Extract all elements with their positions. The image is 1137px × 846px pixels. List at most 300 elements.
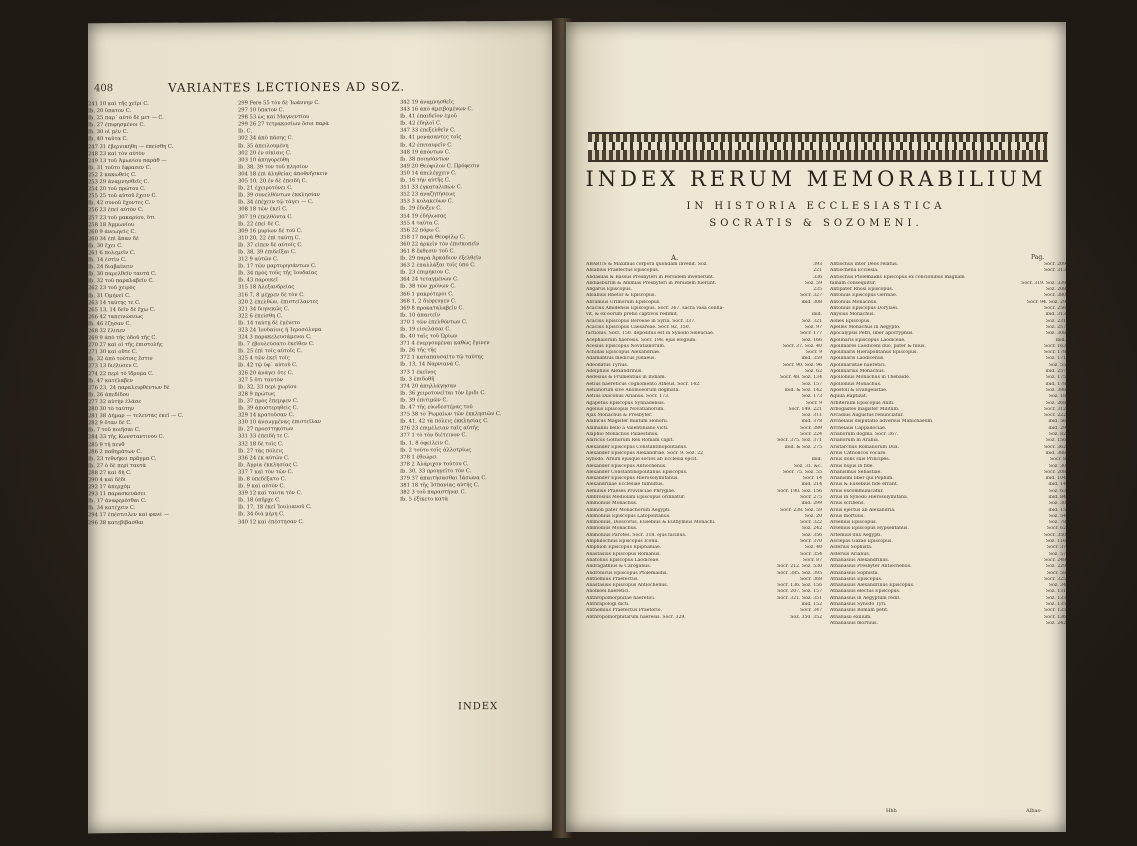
index-entry-page: Soz. 55 xyxy=(1048,362,1066,368)
variant-line: 265 13, 14 δεῖν δὲ ἔχω C. xyxy=(88,306,156,313)
variant-line: 358 17 παρὰ Θεοφίλῳ C. xyxy=(400,234,466,241)
index-entry-text: Arius Catholicos vocare. xyxy=(830,450,887,456)
index-entry-page: Socr. 90. Soz. 96 xyxy=(783,362,822,368)
index-entry-page: Socr. 370 xyxy=(800,539,822,545)
variant-line: 285 9 τῆ πενθ xyxy=(88,441,125,448)
index-entry-page: Soz. 18 xyxy=(1048,394,1066,400)
index-entry-text: Adelphius Alexandrinus. xyxy=(586,369,643,375)
variant-line: 366 1 μακρότεροι C. xyxy=(400,290,454,298)
variant-line: 296 38 κατεβίβασθαι xyxy=(88,519,144,526)
index-entry-text: Acacius Episcopus Beroeae in Syria. Socr. 337. xyxy=(586,318,696,324)
index-entry-text: Arius excommunicatur. xyxy=(830,488,884,494)
index-column-2 xyxy=(830,262,1066,627)
index-entry-text: Antiochus Ptolemaidis Episcopus ex concionibus magnam xyxy=(830,274,965,280)
variant-line: 336 24 ἐκ αὐτῶν C. xyxy=(238,454,290,462)
index-entry-page: Soz. 171 xyxy=(1045,356,1066,362)
index-entry-page: Socr. 368 xyxy=(800,576,822,582)
variant-line: Ib. 32 τοῦ παραλαβεῖν C. xyxy=(88,278,154,285)
index-entry-page: Soz. 20 xyxy=(804,513,822,519)
variant-line: 370 1 τῶν ἐπελθόντων C. xyxy=(400,319,468,326)
index-entry-page: Socr. 177 xyxy=(800,331,822,337)
index-entry-text: Arbogastes magister Militum. xyxy=(830,406,900,412)
variants-column-1 xyxy=(88,100,228,526)
index-entry-page: Soz. 311 xyxy=(801,413,822,419)
index-entry-text: Alaricus Gothorum Rex Romam capit. xyxy=(586,438,674,444)
index-entry-text: Ammonius Episcopus Latopolitanus. xyxy=(586,513,671,519)
variant-line: Ib. 39 ἀποστερηθεὶς C. xyxy=(238,405,299,412)
variant-line: 276 23, 24 παραλειφθέντων δὲ xyxy=(88,384,170,391)
variant-line: 355 4 ταῦτα C. xyxy=(400,219,440,227)
section-letter: A. xyxy=(671,254,679,262)
index-entry-page: Socr. 208 xyxy=(1044,469,1066,475)
variant-line: 277 32 αὐτὴν ἐλάσε xyxy=(88,398,142,406)
index-entry-page: Socr. 312 xyxy=(1044,406,1066,412)
index-entry-page: Soz. 82 xyxy=(1048,432,1066,438)
variant-line: Ib. 9 καὶ αὐτὸν C. xyxy=(238,483,285,490)
variant-line: Ib. 17 τῶν μαρτυρησάντων C. xyxy=(238,263,317,270)
index-entry-page: Soz. 257 xyxy=(1045,324,1066,330)
index-entry-text: Arsenius Episcopus Hypselitanus. xyxy=(830,526,909,532)
variant-line: 299 26 27 τετρακοσίων ὅσοι παρὰ xyxy=(238,121,329,128)
variant-line: Ib. 7 τοῦ ποιῆσαι C. xyxy=(88,427,141,434)
variant-line: 321 34 διηνεκῶς C. xyxy=(238,305,290,313)
index-entry-page: ibid. 378 xyxy=(801,419,822,425)
variant-line: 330 10 ἀνεωγμένας ἐπιστεῖλαν xyxy=(238,419,322,426)
variant-line: Ib. 30 ἔχει C. xyxy=(88,242,123,250)
index-entry-text: Synodo. Arium ejusque socios ab Ecclesia ejicit. xyxy=(586,457,698,463)
index-entry-page: Soz. 173 xyxy=(801,394,822,400)
variant-line: 266 42 ταπεινώσεως xyxy=(88,313,144,321)
index-entry-text: Athanasius Sophista. xyxy=(830,570,879,576)
variant-line: 309 16 μυρίων δὲ τοῦ C. xyxy=(238,227,303,235)
index-entry-text: Ajax Monachus & Presbyter. xyxy=(586,413,653,419)
index-entry-page: Soz. 54 xyxy=(1048,513,1066,519)
variant-line: 329 14 κρατοῦσαν C. xyxy=(238,412,295,419)
variant-line: 326 20 ἀνάγει ὅτε C. xyxy=(238,369,294,377)
index-entry-text: Arcadius Augustus renunciatur. xyxy=(830,413,904,419)
index-entry-text: Athanasii exilium. xyxy=(830,614,872,620)
index-entry-page: ibid. 388 xyxy=(1045,450,1066,456)
index-entry-text: Anthropomorphitae haeretici. xyxy=(586,595,656,601)
variant-line: 322 6 ἐπείσθη C. xyxy=(238,313,283,320)
variant-line: 312 9 αὐτῶν C. xyxy=(238,256,279,263)
variant-line: Ib. 34 διὰ μέρη C. xyxy=(238,511,285,518)
right-page xyxy=(566,22,1066,832)
variant-line: 375 38 τὸ Ῥωμαίων τῶν ἐκκλησιῶν C. xyxy=(400,411,502,418)
variant-line: 252 2 κακωθεὶς C. xyxy=(88,171,137,179)
variant-line: 260 34 ἐπὶ ἅπαν δὲ xyxy=(88,235,139,243)
index-entry-text: Aetius Diaconus Arianus. Socr. 173. xyxy=(586,394,670,400)
index-entry-text: factionis. Socr. 150. depositus est in Synodo Seleuciae. xyxy=(586,331,715,337)
index-entry-page: Soz. 62 xyxy=(804,369,822,375)
index-entry-page: Socr. 375. Soz. 371 xyxy=(777,438,822,444)
index-entry-text: Arianismi liber qui Pophim. xyxy=(830,476,894,482)
index-entry-page: ibid. 29 xyxy=(1048,425,1066,431)
index-entry-page: Socr. 62 xyxy=(1047,526,1066,532)
variant-line: Ib. 2 τούτο τοῖς ἀλλοτρίως xyxy=(400,446,472,454)
variant-line: 284 33 τῆς Κωνσταντινου C. xyxy=(88,434,165,441)
variant-line: 381 18 τῆς Ἰσπανίας αὐτῆς C. xyxy=(400,482,480,489)
index-entry-text: Anomoei haeretici. xyxy=(586,589,630,595)
index-entry-text: Ammonius Monachus. xyxy=(586,501,638,507)
index-entry-text: Acesius Episcopus Novatianorum. xyxy=(586,343,666,349)
variant-line: Ib. 25 παρ᾽ αὐτὸ δὲ μετ — C. xyxy=(88,115,164,122)
variant-line: 374 20 ἀπηλλάγησαν xyxy=(400,383,457,390)
variant-line: Ib. 39 συνελθόντων ἐκκλησίαν xyxy=(238,192,320,199)
index-entry-text: Anastasius Episcopus Romanus. xyxy=(586,551,661,557)
variant-line: 303 10 ἀπηγορεύθη xyxy=(238,156,290,164)
index-entry-text: Anthemius Praefectus. xyxy=(586,576,639,582)
variant-line: 286 2 παθημάτων C. xyxy=(88,448,142,455)
index-entry-page: Socr. 14 xyxy=(803,476,822,482)
index-entry-page: ibid. 14 xyxy=(1048,482,1066,488)
variant-line: 378 2 Ἀλάριχον τούτου C. xyxy=(400,461,469,468)
index-entry-text: Amphion Episcopus Epiphaniae. xyxy=(586,545,662,551)
index-entry-page: ibid. xyxy=(811,457,822,463)
index-entry-text: Athanasius Synodo Tyri. xyxy=(830,602,887,608)
variant-line: 281 38 Δήμαρ — τελευτὰς ἐκεῖ — C. xyxy=(88,412,184,420)
index-entry-text: Andronicus Episcopus Ptolemaidis. xyxy=(586,570,668,576)
variant-line: Ib. 23 ἐπιμήκιον C. xyxy=(400,269,451,276)
index-entry-text: Aones Episcopus. xyxy=(830,318,871,324)
index-entry-page: ibid. 152 xyxy=(801,602,822,608)
variant-line: Ib. 8 ὑπεδέξατο C. xyxy=(238,476,287,483)
index-entry-page: Socr. 178 xyxy=(1044,350,1066,356)
index-entry xyxy=(830,621,1066,627)
index-entry-page: ibid. xyxy=(811,312,822,318)
index-entry-page: Socr. 322 xyxy=(800,520,822,526)
index-entry-page: Soz. 268 xyxy=(1045,400,1066,406)
catchword: INDEX xyxy=(458,701,499,713)
index-entry-page: Socr. 190. Soz. 156 xyxy=(777,488,822,494)
index-entry-page: Socr. 222 xyxy=(1044,413,1066,419)
variant-line: Ib. 47 τῆς εὐωδεστέρας τοῦ xyxy=(400,404,473,411)
index-entry-page: Socr. 385. Soz. 395 xyxy=(777,570,822,576)
index-entry-page: Socr. 238. Soz. 59 xyxy=(780,507,822,513)
index-entry-text: Aetius haereticus cognomento Atheus. Socr. 142. xyxy=(586,381,701,387)
variant-line: 337 7 καὶ τὸν τῶν C. xyxy=(238,469,294,476)
index-entry-text: Apostoli & Evangelistae. xyxy=(830,387,888,393)
index-entry-page: Soz. 59 xyxy=(804,280,822,286)
variant-line: Ib. 27 τὰς πόλεις xyxy=(238,447,284,455)
index-entry-page: Socr. 389 xyxy=(800,425,822,431)
index-entry-page: Socr. 347 xyxy=(800,608,822,614)
variant-line: 258 18 Ἀμμωνίου xyxy=(88,221,134,228)
variant-line: 241 10 καὶ τῆς χεῖρι C. xyxy=(88,100,149,108)
variant-line: 255 25 τοῦ αὐτοῦ ἔχειν C. xyxy=(88,193,157,200)
index-entry-text: Apollinaris Hierapolitanus Episcopus. xyxy=(830,350,918,356)
index-entry-text: Anthrapologi dicti. xyxy=(586,602,630,608)
index-entry-text: Agapetus Episcopus Synnadensis. xyxy=(586,400,666,406)
index-entry-page: ibid. & Soz. 142 xyxy=(784,387,822,393)
index-entry-text: Alexander Episcopus Antiochenus. xyxy=(586,463,667,469)
variant-line: Ib. 34 πρὸς τοῦς τῆς Ἰουδαίας xyxy=(238,270,318,277)
index-entry-page: ibid. 299 xyxy=(801,501,822,507)
variant-line: Ib. C. xyxy=(238,128,253,135)
index-entry-text: Anthropomorphitarum haeresis. Socr. 329. xyxy=(586,614,686,620)
index-entry-page: Soz. 242 xyxy=(1045,620,1066,626)
index-entry-page: Soz. 30 xyxy=(1048,463,1066,469)
index-entry-page: Socr. 94. Soz. 29 xyxy=(1027,299,1066,305)
variant-line: 323 24 Ἰουδαίοις ἡ Ἱεροσόλυμα xyxy=(238,327,322,334)
variant-line: Ib. 30, 33 προηγεῖτο τὸν C. xyxy=(400,468,472,475)
variant-line: 373 1 ἐκεῖνος xyxy=(400,368,437,376)
variant-line: Ib. 26 τῆς τῆς xyxy=(400,347,437,354)
index-entry-text: Ammonius Monachus. xyxy=(586,526,638,532)
variant-line: Ib. 1, 8 ὀφείλειν C. xyxy=(400,439,450,447)
index-entry-page: Socr. 149. 221 xyxy=(788,406,822,412)
index-entry-text: Athanasius Romam petit. xyxy=(830,608,889,614)
index-entry-text: Arius in Synodo Hierosolymitana. xyxy=(830,494,909,500)
variant-line: Ib. 24 διαβαίνειν xyxy=(88,264,134,271)
index-entry-text: Apelles Monachus in Aegypto. xyxy=(830,324,901,330)
index-entry-page: Socr. 327 xyxy=(800,293,822,299)
index-entry-page: Socr. 9 xyxy=(805,350,822,356)
index-entry-text: Athanasius in Aegyptum redit. xyxy=(830,595,901,601)
running-header: VARIANTES LECTIONES AD SOZ. xyxy=(168,79,406,95)
index-entry-text: Ammon pater Monachorum Aegypti. xyxy=(586,507,671,513)
variants-column-3 xyxy=(400,99,550,504)
variant-line: 290 4 καὶ δέδι xyxy=(88,477,126,484)
index-entry-page: Socr. 136 xyxy=(1044,614,1066,620)
variant-line: 262 23 τοῦ χειρὸς xyxy=(88,285,136,292)
index-entry-text: Asterius Arianus. xyxy=(830,551,871,557)
variant-line: 364 24 τεταγμένων C. xyxy=(400,276,459,283)
index-entry-page: ibid. & Soz. 275 xyxy=(784,444,822,450)
index-title: INDEX RERUM MEMORABILIUM xyxy=(585,167,1047,191)
index-entry-text: Abgarus Episcopus. xyxy=(586,287,633,293)
variant-line: Ib. 38, 39 ἐπιδεῖξαι C. xyxy=(238,249,297,256)
pag-label: Pag. xyxy=(1031,254,1045,261)
index-entry-text: Asclepas Gazae Episcopus. xyxy=(830,539,893,545)
ornamental-headband xyxy=(588,132,1048,162)
index-entry-page: ibid. xyxy=(1055,337,1066,343)
index-column-1 xyxy=(586,262,822,621)
index-entry-page: Socr. 163 xyxy=(1044,343,1066,349)
variant-line: Ib. 42 ἐπιταυρεῖν C. xyxy=(400,141,453,149)
variant-line: Ib. 16 τὴν αὐτῆς C. xyxy=(400,177,451,184)
variant-line: Ib. 43 παροικεῖ xyxy=(238,277,279,284)
variant-line: 356 22 πόρω C. xyxy=(400,227,441,234)
variant-line: Ib. 40 ταῦτα C. xyxy=(88,136,128,143)
variant-line: Ib. 20 ὕπατον C. xyxy=(88,108,132,115)
variant-line: 363 2 ἐπαλλάξαι τοῖς ὑπό C. xyxy=(400,262,476,269)
index-entry-page: Socr. 380 xyxy=(1044,293,1066,299)
index-entry-page: Socr. 325 xyxy=(1044,576,1066,582)
index-entry-page: Socr. 136. Soz. 156 xyxy=(777,583,822,589)
index-entry-page: Soz. 157 xyxy=(801,381,822,387)
variant-line: 342 19 ἀναμνησθεῖς xyxy=(400,99,454,106)
index-entry-page: 221 xyxy=(813,268,822,274)
index-entry-page: Socr. 8 xyxy=(1049,457,1066,463)
variant-line: 263 14 ταύτης τε C. xyxy=(88,299,141,306)
index-entry-text: Asterius Sophista. xyxy=(830,545,873,551)
variant-line: Ib. 27 ἐπιφησμένοι C. xyxy=(88,122,145,129)
variant-line: 271 30 καὶ οὔτε C. xyxy=(88,349,138,356)
variant-line: 376 23 ἐπιμέλειαν ταῖς αὐτῆς xyxy=(400,425,479,432)
variant-line: 257 23 τοῦ μακαρίου, ὅτι xyxy=(88,214,155,221)
variant-line: Ib. 37 πρὸς ἔπεμψεν C. xyxy=(238,398,299,405)
index-entry-text: Athanasius Alexandrinus. xyxy=(830,557,890,563)
index-entry-text: Acacius Amidensis Episcopus. Socr. 367. sacra vasa confla- xyxy=(586,306,724,312)
index-entry-page: Soz. 135 xyxy=(1045,602,1066,608)
index-entry-page: Soz. 229 xyxy=(1045,564,1066,570)
variant-line: Ib. 5 ἐξίκετο κατὰ xyxy=(400,496,448,503)
variant-line: Ib. 39 ἐπιτιμῶν C. xyxy=(400,397,448,404)
variant-line: 339 12 καὶ ταυτα τὸν C. xyxy=(238,490,303,497)
variant-line: Ib. 10 ἀπαιτεῖν xyxy=(400,312,441,319)
index-entry-text: Athanasius mortuus. xyxy=(830,620,878,626)
variant-line: Ib. 32, 33 περὶ χωρίου xyxy=(238,383,297,391)
variant-line: 325 4 τῶν ἐκεῖ τοῖς xyxy=(238,355,290,362)
variant-line: Ib. 30 οἱ μὲν C. xyxy=(88,129,129,136)
index-entry-text: Adamantius medicus Judaeus. xyxy=(586,356,656,362)
variant-line: Ib. 42 συνοῦ ἔχοντες C. xyxy=(88,200,151,207)
index-entry-text: Apollonius Monachus in Thebaide. xyxy=(830,375,911,381)
index-entry-page: Socr. 248 xyxy=(1044,557,1066,563)
variant-line: Ib. 47 κατέλαβεν xyxy=(88,377,133,384)
index-entry-text: Archelaus Cappadociae. xyxy=(830,425,887,431)
index-entry-text: Apolinaris Episcopus Laodiceae. xyxy=(830,337,906,343)
variant-line: 260 9 ἀνεωγεὶς C. xyxy=(88,228,136,235)
variants-column-2 xyxy=(238,100,388,526)
index-entry-page: Soz. 166 xyxy=(801,337,822,343)
index-entry-page: Socr. 9 xyxy=(805,400,822,406)
variant-line: Ib. 31 τοῦτο ἔφρασεν C. xyxy=(88,164,152,172)
index-entry-text: famam consequitur. xyxy=(830,280,877,286)
variant-line: 302 34 ἀπὸ πάσης C. xyxy=(238,135,294,142)
variant-line: Ib. 13, 14 Ναρνιανὰ C. xyxy=(400,361,461,369)
index-entry-text: Ambrosius Mediolani Episcopus ordinatur. xyxy=(586,494,686,500)
index-entry-page: Soz. 242 xyxy=(801,526,822,532)
index-entry-text: Anthemius Praefectus Praetorio. xyxy=(586,608,662,614)
index-entry-text: Apollinares Laodiceni duo, pater & filius. xyxy=(830,343,926,349)
index-entry-text: Athanasius Presbyter Antiochenus. xyxy=(830,564,912,570)
index-entry-text: Alexander Episcopus Alexandriae. Socr. 9. Soz. 22 xyxy=(586,450,704,456)
variant-line: Ib. 34 ἐπέχειν τῷ τάγει — C. xyxy=(238,199,314,206)
page-number: 408 xyxy=(94,83,114,95)
index-entry-text: Anysius Monachus. xyxy=(830,312,875,318)
index-entry-page: Soz. 34 xyxy=(1048,583,1066,589)
index-entry-page: Soz. 133 xyxy=(1045,595,1066,601)
index-entry-text: Arius hujus in fide. xyxy=(830,463,874,469)
variant-line: 302 20 ἐν οἰκίαις C. xyxy=(238,149,292,157)
index-entry-page: Soz. 97 xyxy=(804,324,822,330)
variant-line: 274 22 περὶ τὸ ἴδρυμα C. xyxy=(88,370,154,377)
index-entry-text: Apollinaris Laodicenus. xyxy=(830,356,885,362)
index-entry-page: Soz. 231 xyxy=(1045,318,1066,324)
variant-line: 305 10, 20 ἐν δὲ ἐπειδὴ C. xyxy=(238,178,308,185)
variant-line: Ib. 34 κατέχειν C. xyxy=(88,505,136,512)
index-entry-page: Socr. 275 xyxy=(800,494,822,500)
left-page xyxy=(88,21,558,833)
index-entry-page: Soz. 321 xyxy=(801,318,822,324)
index-entry-page: Socr. 212. Soz. 530 xyxy=(777,564,822,570)
index-entry-text: Ammonius, Dioscorus, Eusebius & Euthymius Monachi. xyxy=(586,520,716,526)
index-entry-page: Soz. 63 xyxy=(1048,488,1066,494)
variant-line: Ib. 29 παρὰ Ἀρκάδιον ἐξελθεῖν xyxy=(400,255,482,262)
index-entry-page: Socr. 209 xyxy=(1044,262,1066,267)
index-entry-text: Arbiterium Episcopus Aniti. xyxy=(830,400,895,406)
index-entry-text: Apollinaristae haeretici. xyxy=(830,362,887,368)
index-entry-text: Athanasius Episcopus. xyxy=(830,576,883,582)
index-entry-page: Soz. 350. 352 xyxy=(790,614,822,620)
variant-line: Ib. 38, 39 τὸν τοῦ πλησίον xyxy=(238,163,309,171)
index-entry-text: Alexander Constantinopolitanus Episcopus. xyxy=(586,469,688,475)
index-entry-page: ibid. 214 xyxy=(801,482,822,488)
variant-line: Ib. 42 ἐδηλοῖ C. xyxy=(400,120,442,127)
index-entry-page: ibid. 257 xyxy=(1045,369,1066,375)
index-entry-text: Alexandrinae Ecclesiae tumultus. xyxy=(586,482,664,488)
index-subtitle-2: SOCRATIS & SOZOMENI. xyxy=(709,218,923,229)
variant-line: Ib. 38 τῶν χρόνων C. xyxy=(400,283,456,291)
index-entry-page: Socr. 319. Soz. 339 xyxy=(1021,280,1066,286)
index-entry-page: Soz. 31. &c. xyxy=(793,463,822,469)
index-entry-page: Soz. 175 xyxy=(1045,375,1066,381)
index-entry-text: Apollinarius Monachus. xyxy=(830,369,886,375)
index-entry-page: ibid. 178 xyxy=(1045,381,1066,387)
index-entry-text: Athanasius electus Episcopus. xyxy=(830,589,901,595)
variant-line: 377 1 τὸ τὸν διέτεινον C. xyxy=(400,432,467,440)
variant-line: Ib. 26 ἀπεδίδου xyxy=(88,391,130,399)
variant-line: 351 33 ἐγκαταλιπὼν C. xyxy=(400,184,462,191)
variant-line: 298 53 ὡς καὶ Μαγνεντίου xyxy=(238,114,310,121)
variant-line: Ib. 27 ὁ δὲ περὶ ταυτὰ xyxy=(88,462,146,470)
index-entry-page: Socr. 75. Soz. 55 xyxy=(783,469,822,475)
index-entry xyxy=(586,615,822,621)
index-entry-text: Alabicus Magister militum Honorii. xyxy=(586,419,669,425)
variant-line: 343 16 ἀπὸ ἀμειβομένων C. xyxy=(400,106,473,113)
index-entry-text: Acacius Episcopus Caesareae. Socr. 82, 150. xyxy=(586,324,691,330)
variant-line: 332 18 δὲ τοῖς C. xyxy=(238,440,284,447)
variant-line: Ib. 46 ἔζησαν C. xyxy=(88,320,131,328)
variant-line: 280 30 τὸ ταύτην xyxy=(88,406,135,413)
variant-line: 294 17 ἐπέστειλεν καὶ φανὲ — xyxy=(88,512,169,519)
index-entry-page: Soz. 57 xyxy=(1048,551,1066,557)
index-entry-text: Antiochus inter Deos relatus. xyxy=(830,262,899,267)
variant-line: Ib. 14 ταύτῃ δὲ ἐγένετο xyxy=(238,320,301,327)
index-entry-page: Soz. 356 xyxy=(801,532,822,538)
variant-line: 361 8 ἔκθεσιν τοῦ C. xyxy=(400,248,455,255)
variant-line: Ib. 14 ἐστὶν C. xyxy=(88,257,127,264)
variant-line: 273 13 διέλυσεν C. xyxy=(88,363,139,370)
index-entry-page: Socr. 313 xyxy=(1044,268,1066,274)
index-entry-page: Soz. 30 xyxy=(1048,501,1066,507)
index-entry-text: Arius mortuus. xyxy=(830,513,865,519)
index-entry-text: Artemius dux Aegypti. xyxy=(830,532,882,538)
variant-line: 304 18 ἐπὶ ἀληθείας ἀποθνήσκειν xyxy=(238,170,328,178)
variant-line: Ib. 27 προεστηκότων xyxy=(238,426,294,433)
variant-line: Ib. 7 ἐβουλεύσατο ἐκεῖθεν C. xyxy=(238,341,315,348)
index-entry-text: Antonius Episcopus Germae. xyxy=(830,293,898,299)
variant-line: 249 13 τοῦ Ἀμωνίου παράθ — xyxy=(88,157,167,164)
index-entry-page: ibid. 15 xyxy=(1048,507,1066,513)
variant-line: 382 3 τοῦ παραστήναι C. xyxy=(400,489,467,496)
index-entry-text: Acephalorum haeresis. Socr. 198. ejus elogium. xyxy=(586,337,697,343)
index-entry-text: Apollonius Monachus. xyxy=(830,381,882,387)
index-entry-page: Socr. 350 xyxy=(1044,532,1066,538)
index-entry-page: 235 xyxy=(813,287,822,293)
variant-line: 308 18 τῶν ἐκεῖ C. xyxy=(238,206,288,213)
variant-line: 379 37 ἀπαιτήσασθαι Ἱάσωνα C. xyxy=(400,475,487,482)
index-entry-page: Socr. 207. Soz. 157 xyxy=(777,589,822,595)
variant-line: 353 3 κολακεύων C. xyxy=(400,198,454,205)
index-entry-text: Alaphio Monachus Palaestinus. xyxy=(586,432,659,438)
index-entry-page: Soz. 156 xyxy=(1045,438,1066,444)
index-entry-text: Arius dolis suis Principes. xyxy=(830,457,891,463)
index-entry-page: Socr. 135 xyxy=(1044,608,1066,614)
index-entry-page: Socr. 256 xyxy=(1044,306,1066,312)
